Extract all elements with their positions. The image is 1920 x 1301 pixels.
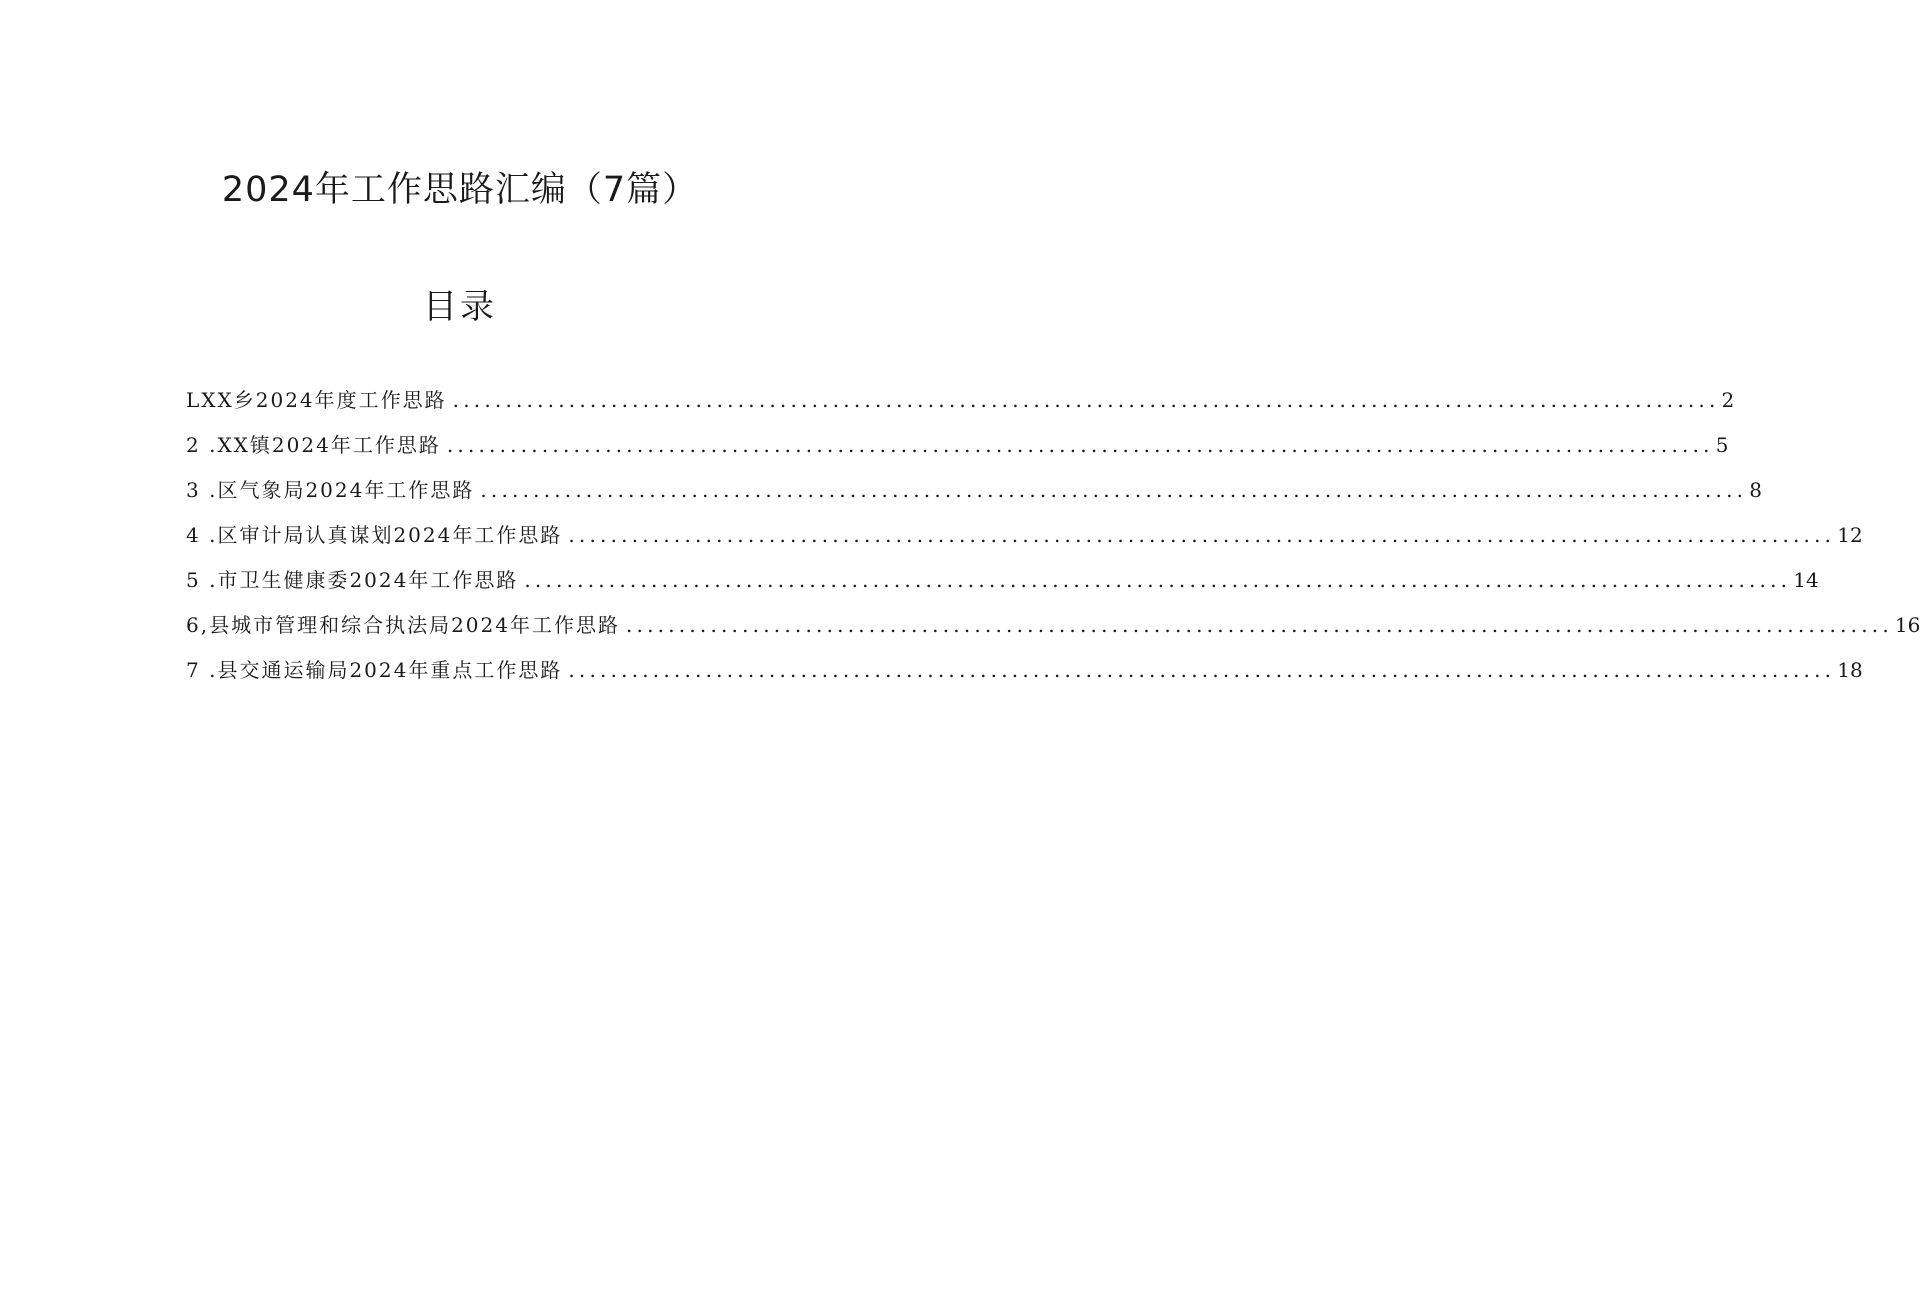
toc-entry-label: 6,县城市管理和综合执法局2024年工作思路	[186, 613, 620, 637]
toc-entry-page: 14	[1793, 568, 1819, 592]
toc-entry-page: 12	[1837, 523, 1863, 547]
toc-leader-dots: ........................................................................................................................	[568, 523, 1836, 547]
toc-leader-dots: ........................................................................................................................	[625, 613, 1893, 637]
toc-entry[interactable]	[186, 564, 1819, 609]
toc-leader-dots: ........................................................................................................................	[446, 433, 1714, 457]
toc-entry-label: 7 .县交通运输局2024年重点工作思路	[186, 658, 563, 682]
toc-leader-dots: ........................................................................................................................	[452, 388, 1720, 412]
toc-entry[interactable]	[186, 654, 1863, 699]
table-of-contents	[186, 384, 1920, 699]
toc-entry-page: 18	[1837, 658, 1863, 682]
toc-entry-page: 8	[1749, 478, 1762, 502]
document-title: 2024年工作思路汇编（7篇）	[221, 170, 699, 210]
toc-entry[interactable]	[186, 609, 1920, 654]
toc-entry-page: 16	[1894, 613, 1920, 637]
toc-entry-label: LXX乡2024年度工作思路	[186, 388, 447, 412]
toc-leader-dots: ........................................................................................................................	[480, 478, 1748, 502]
toc-leader-dots: ........................................................................................................................	[524, 568, 1792, 592]
toc-entry-label: 2 .XX镇2024年工作思路	[186, 433, 441, 457]
toc-entry-label: 4 .区审计局认真谋划2024年工作思路	[186, 523, 563, 547]
toc-entry[interactable]	[186, 474, 1762, 519]
toc-entry[interactable]	[186, 519, 1863, 564]
toc-entry-label: 5 .市卫生健康委2024年工作思路	[186, 568, 519, 592]
toc-heading: 目录	[423, 287, 497, 327]
toc-entry[interactable]	[186, 384, 1735, 429]
toc-entry[interactable]	[186, 429, 1729, 474]
toc-entry-page: 5	[1715, 433, 1729, 457]
toc-entry-page: 2	[1721, 388, 1735, 412]
toc-leader-dots: ........................................................................................................................	[568, 658, 1836, 682]
toc-entry-label: 3 .区气象局2024年工作思路	[186, 478, 475, 502]
